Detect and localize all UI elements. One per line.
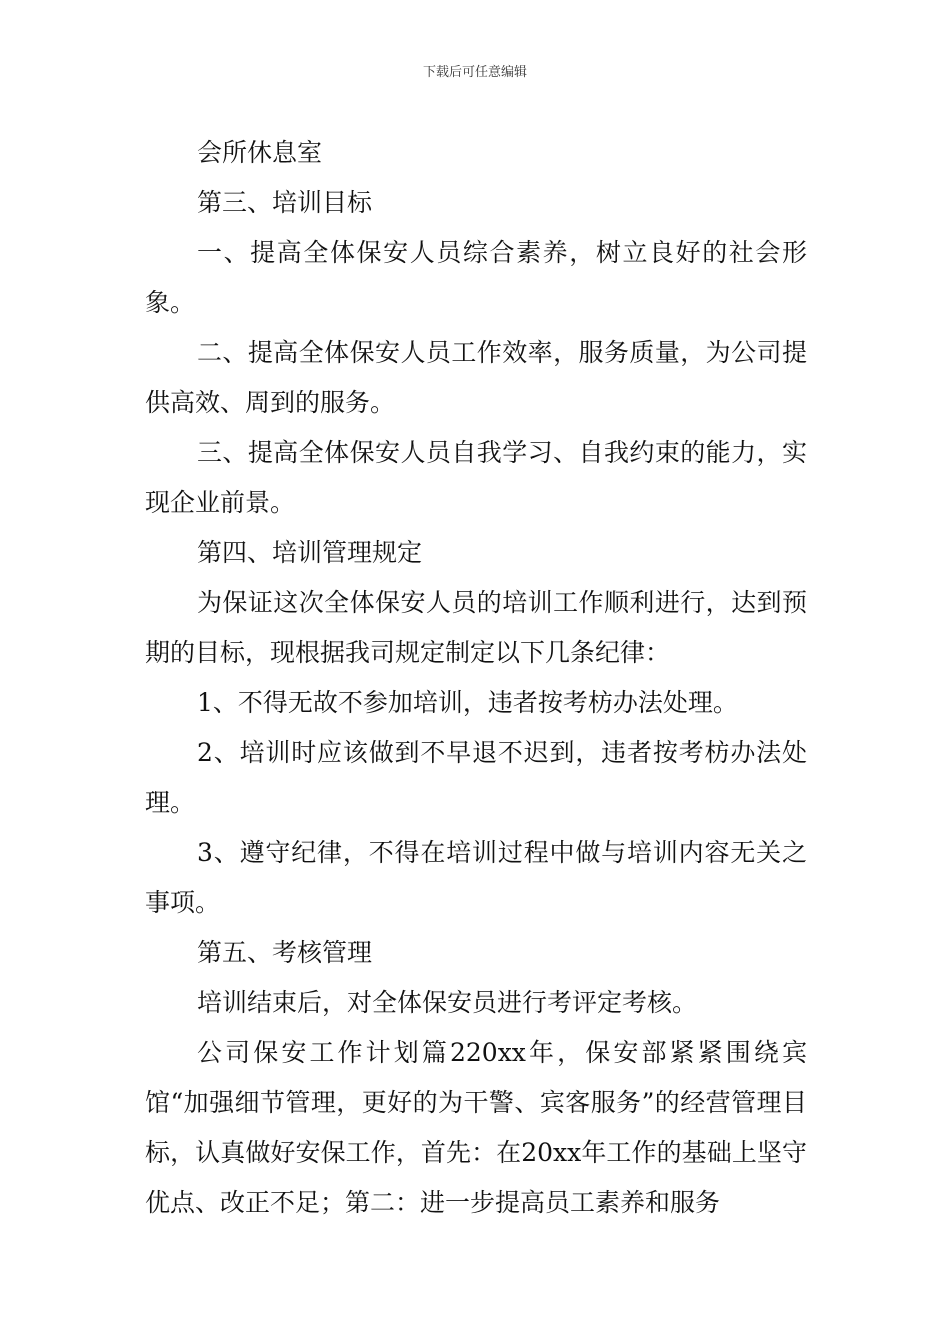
heading-training-goals: 第三、培训目标 bbox=[197, 188, 373, 217]
paragraph-goal-2: 二、提高全体保安人员工作效率，服务质量，为公司提供高效、周到的服务。 bbox=[145, 338, 807, 417]
paragraph-assessment: 培训结束后，对全体保安员进行考评定考核。 bbox=[197, 988, 698, 1017]
paragraph-goal-3: 三、提高全体保安人员自我学习、自我约束的能力，实现企业前景。 bbox=[145, 438, 807, 517]
paragraph-rule-2: 2、培训时应该做到不早退不迟到，违者按考枋办法处理。 bbox=[145, 738, 807, 817]
paragraph-security-plan: 公司保安工作计划篇220xx年，保安部紧紧围绕宾馆“加强细节管理，更好的为干警、宾客服务”的经营管理目标，认真做好安保工作，首先：在20xx年工作的基础上坚守优点、改正不足；第二：进一步提高员工素养和服务 bbox=[145, 1038, 807, 1217]
paragraph-rules-intro: 为保证这次全体保安人员的培训工作顺利进行，达到预期的目标，现根据我司规定制定以下几条纪律： bbox=[145, 588, 807, 667]
page-header-note: 下载后可任意编辑 bbox=[422, 65, 527, 80]
paragraph-location: 会所休息室 bbox=[197, 138, 323, 167]
document-body bbox=[145, 128, 807, 1228]
paragraph-rule-1: 1、不得无故不参加培训，违者按考枋办法处理。 bbox=[197, 688, 738, 717]
paragraph-goal-1: 一、提高全体保安人员综合素养，树立良好的社会形象。 bbox=[145, 238, 807, 317]
heading-training-rules: 第四、培训管理规定 bbox=[197, 538, 423, 567]
heading-assessment: 第五、考核管理 bbox=[197, 938, 373, 967]
paragraph-rule-3: 3、遵守纪律，不得在培训过程中做与培训内容无关之事项。 bbox=[145, 838, 807, 917]
